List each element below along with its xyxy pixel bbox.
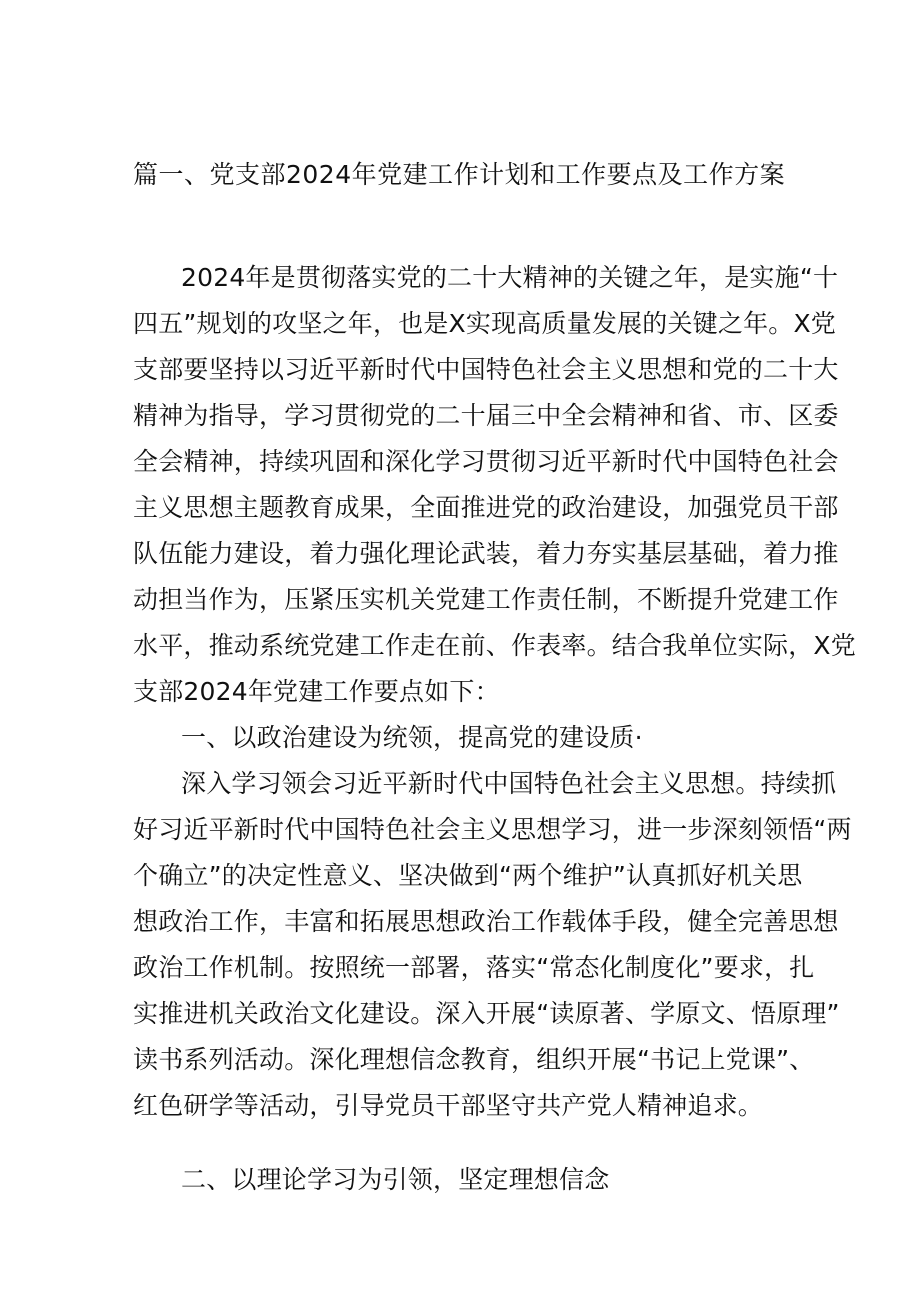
section1-line: 政治工作机制。按照统一部署，落实“常态化制度化”要求，扎 xyxy=(133,953,815,982)
section-heading: 二、以理论学习为引领，坚定理想信念 xyxy=(181,1165,610,1194)
section-heading: 一、以政治建设为统领，提高党的建设质· xyxy=(181,723,643,752)
section1-line: 想政治工作，丰富和拓展思想政治工作载体手段，健全完善思想 xyxy=(133,907,839,936)
intro-line: 支部2024年党建工作要点如下： xyxy=(133,677,500,706)
document-title: 篇一、党支部2024年党建工作计划和工作要点及工作方案 xyxy=(133,160,786,189)
section1-line: 个确立”的决定性意义、坚决做到“两个维护”认真抓好机关思 xyxy=(133,861,803,890)
intro-line: 2024年是贯彻落实党的二十大精神的关键之年，是实施“十 xyxy=(181,263,839,292)
intro-line: 四五”规划的攻坚之年，也是X实现高质量发展的关键之年。X党 xyxy=(133,309,837,338)
section1-line: 好习近平新时代中国特色社会主义思想学习，进一步深刻领悟“两 xyxy=(133,815,852,844)
intro-line: 动担当作为，压紧压实机关党建工作责任制，不断提升党建工作 xyxy=(133,585,839,614)
intro-line: 支部要坚持以习近平新时代中国特色社会主义思想和党的二十大 xyxy=(133,355,839,384)
intro-line: 精神为指导，学习贯彻党的二十届三中全会精神和省、市、区委 xyxy=(133,401,839,430)
section1-line: 深入学习领会习近平新时代中国特色社会主义思想。持续抓 xyxy=(181,769,837,798)
section1-line: 实推进机关政治文化建设。深入开展“读原著、学原文、悟原理” xyxy=(133,999,840,1028)
intro-line: 主义思想主题教育成果，全面推进党的政治建设，加强党员干部 xyxy=(133,493,839,522)
section1-line: 读书系列活动。深化理想信念教育，组织开展“书记上党课”、 xyxy=(133,1045,815,1074)
intro-line: 水平，推动系统党建工作走在前、作表率。结合我单位实际，X党 xyxy=(133,631,856,660)
intro-line: 队伍能力建设，着力强化理论武装，着力夯实基层基础，着力推 xyxy=(133,539,839,568)
section1-line: 红色研学等活动，引导党员干部坚守共产党人精神追求。 xyxy=(133,1091,764,1120)
intro-line: 全会精神，持续巩固和深化学习贯彻习近平新时代中国特色社会 xyxy=(133,447,839,476)
